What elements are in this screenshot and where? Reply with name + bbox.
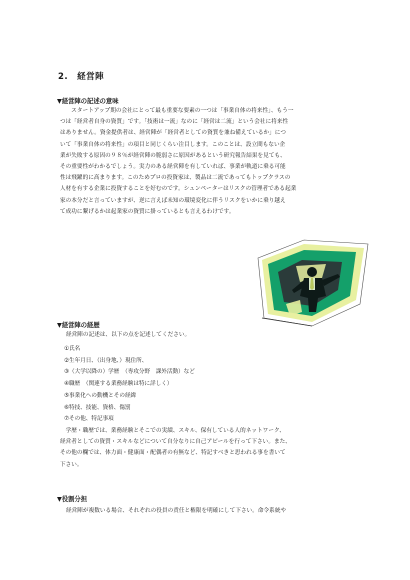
text-line: その重要性がわかるでしょう。実力のある経営陣を有していれば、事業が軌道に乗る可能 [60, 164, 286, 171]
list-item: ④職歴 （関連する業務経験は特に詳しく） [64, 381, 173, 388]
text-line: その他の欄では、体力面・健康面・配偶者の有無など、特記すべきと思われる事を書いて [60, 450, 286, 457]
text-line: 性は飛躍的に高まります。このためプロの投資家は、製品は二流であってもトップクラスの [60, 175, 291, 182]
list-item: ⑦その他、特記事項 [64, 416, 114, 423]
text-line: 業が失敗する原因の９８％が経営陣の脆弱さに原因があるという研究報告結果を見ても、 [60, 152, 286, 159]
text-line: 家の本分だと言っていますが、逆に言えば未知の環境変化に伴うリスクをいかに乗り越え [60, 197, 286, 204]
history-intro [66, 330, 362, 341]
paragraph-roles [66, 506, 362, 517]
list-item: ⑥特技、技能、資格、傷罰 [64, 404, 131, 411]
text-line: いて「事業自体の将来性」の項目と同じくらい注目します。このことは、設立間もない企 [60, 141, 286, 148]
paragraph-history [60, 426, 356, 471]
section-title-roles: ▼役割分担 [57, 496, 88, 503]
text-line: 経営陣の記述は、以下の点を記述してください。 [66, 332, 191, 338]
list-item: ③（大学以降の）学歴 （専攻分野 課外活動）など [64, 369, 195, 376]
text-line: て成功に繋げるかは起業家の資質に掛っているとも言えるわけです。 [60, 208, 235, 215]
list-item: ⑤事業化への動機とその経緯 [64, 392, 137, 399]
text-line: スタートアップ期の会社にとって最も重要な要素の一つは「事業自体の将来性」、もう一 [60, 108, 294, 114]
list-item: ②生年月日、（出身地、）現住所、 [64, 357, 148, 364]
text-line: 経営者としての資質・スキルなどについて自分なりに自己アピールを行って下さい。また、 [60, 439, 291, 446]
text-line: 人材を有する企業に投資することを好むのです。シュンペーターはリスクの管理者である起業 [60, 186, 297, 193]
text-line: つは「経営者自身の資質」です。「技術は一流」なのに「経営は二流」という会社に将来性 [60, 119, 289, 126]
section-title-history: ▼経営陣の経歴 [57, 322, 100, 329]
text-line: 下さい。 [60, 461, 83, 468]
text-line: はありません。資金提供者は、経営陣が「経営者としての資質を兼ね備えているか」につ [60, 130, 286, 137]
section-heading: 2. 経営陣 [58, 72, 105, 82]
list-item: ①氏名 [64, 346, 81, 352]
businessman-illustration [256, 238, 371, 328]
text-line: 経営陣が複数いる場合、それぞれの役員の責任と権限を明確にして下さい。命令系統や [66, 508, 287, 514]
section-title-meaning: ▼経営陣の記述の意味 [57, 98, 119, 105]
text-line: 学歴・職歴では、業務経験とそこでの実績、スキル、保有している人的ネットワーク、 [60, 428, 286, 434]
paragraph-meaning [60, 106, 356, 218]
history-items-list [64, 344, 195, 426]
